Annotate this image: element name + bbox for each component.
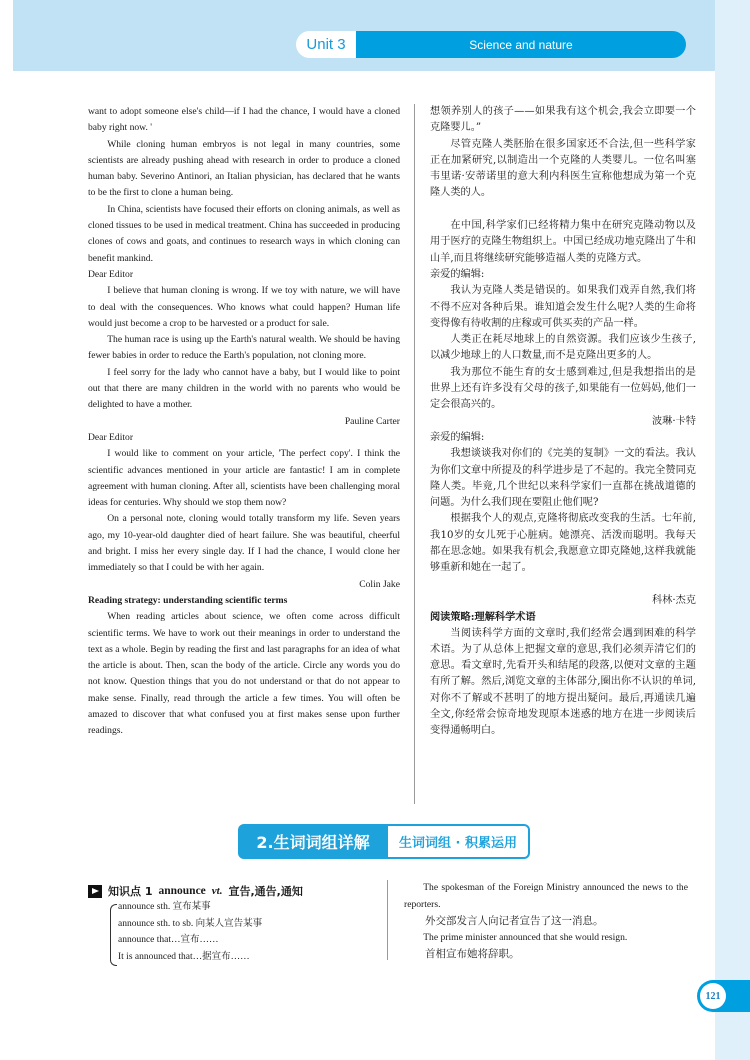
en-signature: Pauline Carter xyxy=(344,415,400,427)
zh-signature: 波琳·卡特 xyxy=(652,415,696,427)
play-icon xyxy=(88,885,102,898)
phrase-item: announce sth. 宣布某事 xyxy=(118,902,211,912)
en-paragraph: When reading articles about science, we often come across difficult scientific terms. We have to work out their meanings in order to understand the text as a whole. Begin by reading the first and last paragraphs for an idea of what the article is about. Then, scan the body of the article. Circle any words you do not know. Question things that you do not understand or that do not appear to make sense. Finally, read through the article a few times. You will often be amazed to discover that what confused you at first makes sense upon further readings. xyxy=(88,611,400,737)
example-en: The spokesman of the Foreign Ministry announced the news to the reporters. xyxy=(404,882,688,910)
knowledge-point-heading xyxy=(88,883,303,899)
zh-signature: 科林·杰克 xyxy=(652,594,696,606)
side-band xyxy=(715,60,750,1060)
zh-salutation: 亲爱的编辑: xyxy=(430,268,485,280)
en-paragraph: While cloning human embryos is not legal in many countries, some scientists are already pushing ahead with research in order to produce a cloned human baby. Severino Antinori, an Italian physician, has declared that he wants to be the first to clone a human being. xyxy=(88,138,400,199)
zh-paragraph: 我认为克隆人类是错误的。如果我们戏弄自然,我们将不得不应对各种后果。谁知道会发生什么呢?人类的生命将变得像有待收割的庄稼或可供买卖的产品一样。 xyxy=(430,285,696,329)
en-paragraph: On a personal note, cloning would totally transform my life. Seven years ago, my 10-year-old daughter died of heart failure. She was beautiful, cheerful and bright. I miss her every single day. If I had the chance, I would clone her immediately so that I could be with her again. xyxy=(88,513,400,574)
kp-label: 知识点 1 xyxy=(108,885,153,898)
section-banner xyxy=(238,824,530,859)
en-salutation: Dear Editor xyxy=(88,431,134,443)
zh-strategy-title: 阅读策略:理解科学术语 xyxy=(430,611,536,624)
en-paragraph: I would like to comment on your article, 'The perfect copy'. I think the scientific advances mentioned in your article are fantastic! I am in complete agreement with human cloning. After all, scientists have been challenging moral ideas for centuries. Why should we stop them now? xyxy=(88,448,400,509)
column-divider xyxy=(414,104,415,804)
phrase-list xyxy=(118,899,262,965)
en-strategy-title: Reading strategy: understanding scientific terms xyxy=(88,594,288,606)
zh-salutation: 亲爱的编辑: xyxy=(430,431,485,443)
kp-pos: vt. xyxy=(211,885,223,897)
zh-paragraph: 尽管克隆人类胚胎在很多国家还不合法,但一些科学家正在加紧研究,以制造出一个克隆的人类婴儿。一位名叫塞韦里诺·安蒂诺里的意大利内科医生宣称他想成为第一个克隆人类的人。 xyxy=(430,138,696,199)
examples xyxy=(404,880,688,963)
en-paragraph: In China, scientists have focused their efforts on cloning animals, as well as cloned tissues to be used in medical treatment. China has succeeded in producing clones of cows and goats, and continues to research ways in which cloning can benefit mankind. xyxy=(88,203,400,264)
en-paragraph: want to adopt someone else's child—if I had the chance, I would have a cloned baby right now. ' xyxy=(88,106,400,134)
kp-word: announce xyxy=(158,885,206,897)
zh-paragraph: 在中国,科学家们已经将精力集中在研究克隆动物以及用于医疗的克隆生物组织上。中国已经成功地克隆出了牛和山羊,而且将继续研究能够造福人类的克隆方式。 xyxy=(430,220,696,264)
en-paragraph: I believe that human cloning is wrong. If we toy with nature, we will have to deal with the consequences. Who knows what could happen? Human life would just become a crop to be harvested or a product for sale. xyxy=(88,285,400,329)
unit-tag xyxy=(296,31,686,58)
chinese-column xyxy=(430,104,696,740)
example-zh: 首相宣布她将辞职。 xyxy=(425,948,520,960)
en-salutation: Dear Editor xyxy=(88,268,134,280)
phrase-item: announce that…宣布…… xyxy=(118,935,219,945)
zh-paragraph: 想领养别人的孩子——如果我有这个机会,我会立即要一个克隆婴儿。” xyxy=(430,106,696,134)
en-paragraph: I feel sorry for the lady who cannot have a baby, but I would like to point out that there are many children in the world with no parents who would be delighted to have a mother. xyxy=(88,366,400,411)
example-en: The prime minister announced that she would resign. xyxy=(423,931,628,943)
phrase-item: It is announced that…据宣布…… xyxy=(118,951,250,962)
section-title: 2.生词词组详解 xyxy=(238,824,388,859)
zh-paragraph: 我想谈谈我对你们的《完美的复制》一文的看法。我认为你们文章中所提及的科学进步是了不起的。我完全赞同克隆人类。毕竟,几个世纪以来科学家们一直都在挑战道德的问题。为什么我们现在要阻止他们呢? xyxy=(430,448,696,509)
unit-topic: Science and nature xyxy=(356,31,686,58)
en-paragraph: The human race is using up the Earth's natural wealth. We should be having fewer babies in order to reduce the Earth's population, not cloning more. xyxy=(88,334,400,362)
english-column xyxy=(88,104,400,740)
kp-meaning: 宣告,通告,通知 xyxy=(228,885,303,898)
zh-paragraph: 当阅读科学方面的文章时,我们经常会遇到困难的科学术语。为了从总体上把握文章的意思,我们必须弄清它们的意思。看文章时,先看开头和结尾的段落,以便对文章的主题有所了解。然后,浏览文章的主体部分,圈出你不认识的单词,对你不了解或不甚明了的地方提出疑问。最后,再通读几遍全文,你经常会惊奇地发现原本迷惑的地方在进一步阅读后变得通畅明白。 xyxy=(430,627,696,737)
zh-paragraph: 我为那位不能生育的女士感到难过,但是我想指出的是世界上还有许多没有父母的孩子,如果能有一位妈妈,他们一定会很高兴的。 xyxy=(430,366,696,411)
page-number-tab xyxy=(697,980,750,1012)
example-zh: 外交部发言人向记者宣告了这一消息。 xyxy=(425,915,604,927)
brace-icon xyxy=(110,904,117,966)
zh-paragraph: 人类正在耗尽地球上的自然资源。我们应该少生孩子,以减少地球上的人口数量,而不是克隆出更多的人。 xyxy=(430,334,696,362)
page-number: 121 xyxy=(700,983,726,1009)
section-subtitle: 生词词组 · 积累运用 xyxy=(388,824,530,859)
example-divider xyxy=(387,880,388,960)
phrase-item: announce sth. to sb. 向某人宣告某事 xyxy=(118,918,263,929)
unit-label: Unit 3 xyxy=(296,31,356,58)
zh-paragraph: 根据我个人的观点,克隆将彻底改变我的生活。七年前,我10岁的女儿死于心脏病。她漂亮、活泼而聪明。我每天都在思念她。如果我有机会,我愿意立即克隆她,这样我就能够重新和她在一起了。 xyxy=(430,513,696,574)
en-signature: Colin Jake xyxy=(359,578,400,590)
